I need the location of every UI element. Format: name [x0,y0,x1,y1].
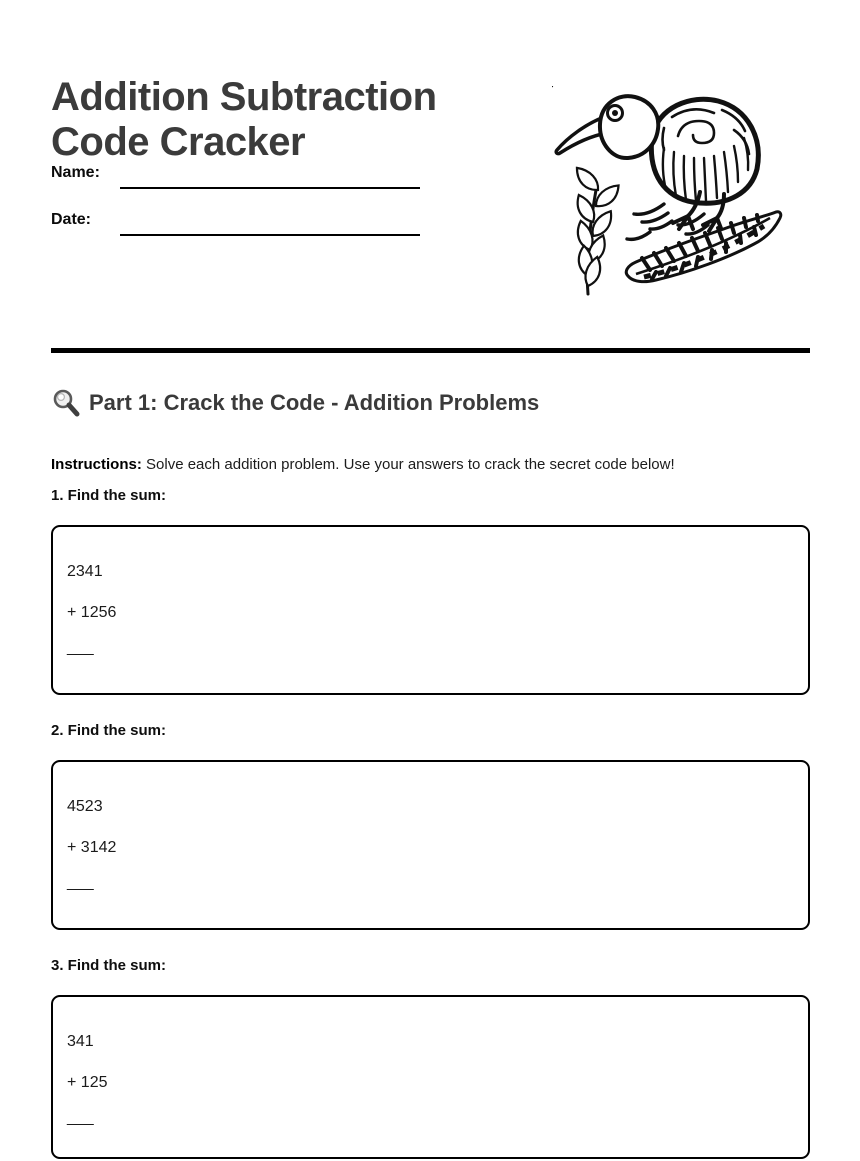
problem-1-operand-bottom: + 1256 [67,604,117,621]
kiwi-fern-illustration-icon [552,86,796,300]
instructions-text: Solve each addition problem. Use your answers to crack the secret code below! [146,456,675,473]
problem-2-label: 2. Find the sum: [51,722,167,739]
part1-heading [51,387,539,419]
page-title: Addition Subtraction Code Cracker [51,74,437,164]
problem-1-answer-line: ___ [67,639,94,656]
problem-2-box [51,760,810,930]
problem-1-operand-top: 2341 [67,563,103,580]
name-blank-line [120,187,420,189]
magnifying-glass-icon [51,388,81,418]
instructions-label: Instructions: [51,456,142,473]
problem-3-box [51,995,810,1159]
date-label: Date: [51,211,92,228]
problem-2-answer-line: ___ [67,874,94,891]
problem-1-label: 1. Find the sum: [51,487,167,504]
problem-1-box [51,525,810,695]
problem-2-operand-top: 4523 [67,798,103,815]
problem-3-operand-bottom: + 125 [67,1074,108,1091]
problem-3-label: 3. Find the sum: [51,957,167,974]
date-blank-line [120,234,420,236]
section-divider [51,348,810,353]
name-label: Name: [51,164,100,181]
instructions-paragraph [51,455,811,474]
problem-2-operand-bottom: + 3142 [67,839,117,856]
part1-heading-text: Part 1: Crack the Code - Addition Problems [89,390,540,415]
problem-3-answer-line: ___ [67,1109,94,1126]
problem-3-operand-top: 341 [67,1033,94,1050]
